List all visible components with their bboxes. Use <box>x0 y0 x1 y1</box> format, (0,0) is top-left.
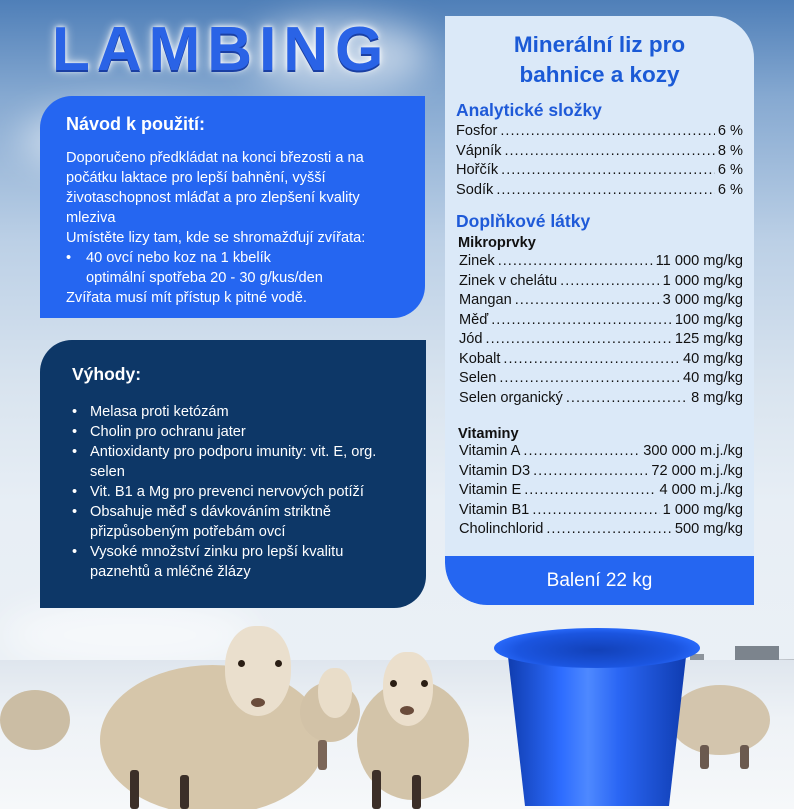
nutrient-row <box>459 390 743 410</box>
benefits-title: Výhody: <box>72 364 142 384</box>
dot-leader <box>498 253 653 269</box>
package-size: Balení 22 kg <box>445 556 754 605</box>
microelements-list <box>459 253 743 409</box>
benefit-item: • Vit. B1 a Mg pro prevenci nervových potíží <box>72 482 406 502</box>
nutrient-row <box>459 463 743 483</box>
nutrient-row <box>459 253 743 273</box>
nutrient-label: Cholinchlorid <box>459 521 544 537</box>
dot-leader <box>524 482 656 498</box>
nutrient-value: 100 mg/kg <box>674 311 743 328</box>
nutrient-label: Selen organický <box>459 389 563 406</box>
nutrient-value: 1 000 mg/kg <box>662 272 743 289</box>
nutrient-label: Vitamin B1 <box>459 501 530 518</box>
nutrient-value: 11 000 mg/kg <box>655 253 743 269</box>
analytic-list <box>456 123 743 201</box>
nutrient-row <box>459 443 743 463</box>
nutrient-row <box>459 351 743 371</box>
dot-leader <box>503 351 680 367</box>
dot-leader <box>566 390 688 406</box>
nutrient-value: 6 % <box>717 162 743 178</box>
nutrient-value: 6 % <box>717 123 743 139</box>
nutrient-row <box>459 502 743 522</box>
headline: LAMBING <box>52 15 391 84</box>
nutrient-label: Mangan <box>459 292 512 308</box>
nutrient-row <box>459 482 743 502</box>
dot-leader <box>532 502 659 518</box>
product-title <box>445 30 754 90</box>
product-panel <box>445 16 754 605</box>
nutrient-value: 40 mg/kg <box>682 350 743 367</box>
nutrient-row <box>459 273 743 293</box>
benefit-item: • Vysoké množství zinku pro lepší kvalitu paznehtů a mléčné žlázy <box>72 542 406 582</box>
dot-leader <box>546 521 671 537</box>
usage-water: Zvířata musí mít přístup k pitné vodě. <box>66 290 307 306</box>
nutrient-value: 300 000 m.j./kg <box>643 443 743 459</box>
nutrient-row <box>459 292 743 312</box>
nutrient-row <box>459 312 743 332</box>
nutrient-label: Vitamin D3 <box>459 462 531 479</box>
nutrient-label: Zinek <box>459 253 495 269</box>
nutrient-row <box>456 162 743 182</box>
nutrient-value: 4 000 m.j./kg <box>659 482 743 498</box>
nutrient-label: Vitamin E <box>459 482 522 498</box>
usage-bullet <box>66 248 407 288</box>
analytic-title: Analytické složky <box>456 100 602 120</box>
nutrient-value: 125 mg/kg <box>674 331 743 347</box>
additives-title: Doplňkové látky <box>456 211 591 231</box>
dot-leader <box>560 273 660 289</box>
nutrient-value: 40 mg/kg <box>682 370 743 386</box>
nutrient-row <box>459 370 743 390</box>
dot-leader <box>523 443 640 459</box>
benefit-item: • Obsahuje měď s dávkováním striktně přizpůsobeným potřebám ovcí <box>72 502 406 542</box>
nutrient-label: Selen <box>459 370 497 386</box>
nutrient-row <box>459 331 743 351</box>
nutrient-label: Hořčík <box>456 162 499 178</box>
dot-leader <box>533 463 648 479</box>
vitamins-title: Vitaminy <box>458 426 519 442</box>
nutrient-value: 1 000 mg/kg <box>662 501 743 518</box>
nutrient-label: Měď <box>459 311 489 328</box>
microelements-title: Mikroprvky <box>458 235 536 251</box>
usage-consumption: optimální spotřeba 20 - 30 g/kus/den <box>86 270 323 286</box>
vitamins-list <box>459 443 743 541</box>
nutrient-label: Fosfor <box>456 123 498 139</box>
nutrient-row <box>456 143 743 163</box>
nutrient-row <box>459 521 743 541</box>
dot-leader <box>500 123 714 139</box>
dot-leader <box>515 292 660 308</box>
benefit-item: • Cholin pro ochranu jater <box>72 422 406 442</box>
nutrient-value: 6 % <box>717 181 743 198</box>
nutrient-label: Sodík <box>456 181 494 198</box>
nutrient-row <box>456 182 743 202</box>
benefit-item: • Melasa proti ketózám <box>72 402 406 422</box>
nutrient-value: 3 000 mg/kg <box>662 292 743 308</box>
product-title-line: Minerální liz pro <box>513 32 686 57</box>
dot-leader <box>496 182 715 198</box>
nutrient-value: 72 000 m.j./kg <box>651 462 743 479</box>
nutrient-row <box>456 123 743 143</box>
dot-leader <box>501 162 715 178</box>
dot-leader <box>491 312 672 328</box>
dot-leader <box>504 143 714 159</box>
nutrient-label: Kobalt <box>459 350 501 367</box>
usage-title: Návod k použití: <box>66 114 205 134</box>
nutrient-value: 500 mg/kg <box>674 521 743 537</box>
dot-leader <box>486 331 672 347</box>
nutrient-label: Zinek v chelátu <box>459 272 558 289</box>
usage-placement: Umístěte lizy tam, kde se shromažďují zvířata: <box>66 230 366 246</box>
nutrient-label: Vápník <box>456 142 502 159</box>
dot-leader <box>499 370 680 386</box>
nutrient-label: Jód <box>459 331 483 347</box>
nutrient-value: 8 % <box>717 142 743 159</box>
benefit-item: • Antioxidanty pro podporu imunity: vit. E, org. selen <box>72 442 406 482</box>
product-title-line: bahnice a kozy <box>519 62 680 87</box>
nutrient-value: 8 mg/kg <box>691 389 743 406</box>
usage-text: Doporučeno předkládat na konci březosti a na počátku laktace pro lepší bahnění, vyšší životaschopnost mláďat a pro zlepšení kvality mleziva <box>66 150 364 226</box>
benefits-list <box>72 402 406 582</box>
benefits-panel <box>40 340 426 608</box>
usage-panel <box>40 96 425 318</box>
nutrient-label: Vitamin A <box>459 443 521 459</box>
usage-bullet-text: 40 ovcí nebo koz na 1 kbelík <box>86 250 271 266</box>
